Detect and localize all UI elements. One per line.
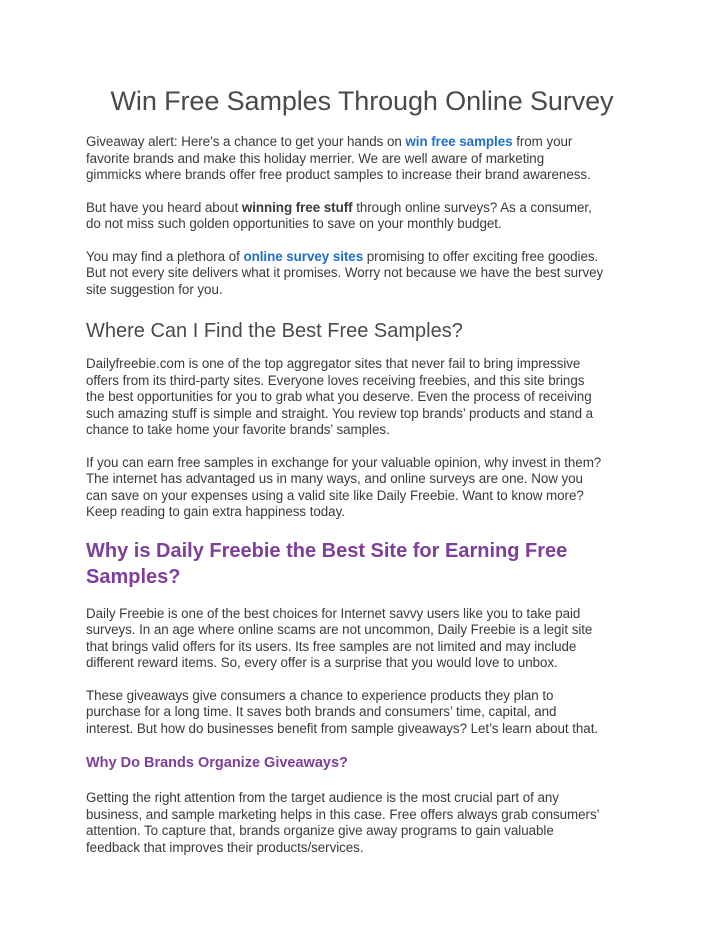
section3-p1-line: Getting the right attention from the target audience is the most crucial part of any <box>86 790 559 805</box>
intro-paragraph-1 <box>86 134 638 184</box>
section2-p2-line: interest. But how do businesses benefit from sample giveaways? Let’s learn about that. <box>86 720 599 736</box>
intro-p2-line2: do not miss such golden opportunities to save on your monthly budget. <box>86 216 502 231</box>
intro-paragraph-2 <box>86 200 638 233</box>
section2-paragraph-2 <box>86 688 638 738</box>
section3-p1-line: feedback that improves their products/services. <box>86 839 364 855</box>
section3-paragraph-1 <box>86 790 638 856</box>
section1-p1-line: chance to take home your favorite brands’ samples. <box>86 422 390 437</box>
section1-paragraph-2 <box>86 455 638 521</box>
intro-p3-text: You may find a plethora of <box>86 248 244 264</box>
intro-p2-text-after: through online surveys? As a consumer, <box>352 199 592 215</box>
section2-p1-line: surveys. In an age where online scams are not uncommon, Daily Freebie is a legit site <box>86 622 593 637</box>
section1-paragraph-1 <box>86 356 638 439</box>
section-heading-why-daily-freebie <box>86 538 638 590</box>
intro-p2-text: But have you heard about <box>86 199 242 215</box>
section2-p1-line: different reward items. So, every offer is a surprise that you would love to unbox. <box>86 655 558 670</box>
section1-p1-line: such amazing stuff is simple and straight. You review top brands’ products and stand a <box>86 405 594 421</box>
intro-p3-line3: site suggestion for you. <box>86 281 223 297</box>
intro-p3-line2: But not every site delivers what it promises. Worry not because we have the best survey <box>86 265 604 280</box>
winning-free-stuff-bold: winning free stuff <box>241 199 353 215</box>
intro-p1-line3: gimmicks where brands offer free product samples to increase their brand awareness. <box>86 167 591 182</box>
intro-p1-text-after: from your <box>512 134 573 149</box>
section3-p1-line: attention. To capture that, brands organize give away programs to gain valuable <box>86 823 554 838</box>
win-free-samples-link[interactable]: win free samples <box>405 134 513 149</box>
document-page <box>86 84 638 856</box>
section1-p2-line: If you can earn free samples in exchange for your valuable opinion, why invest in them? <box>86 454 602 470</box>
section1-p2-line: Keep reading to gain extra happiness today. <box>86 504 345 519</box>
section1-p1-line: offers from its third-party sites. Everyone loves receiving freebies, and this site brings <box>86 372 585 388</box>
section2-p1-line: that brings valid offers for its users. Its free samples are not limited and may include <box>86 638 577 654</box>
section2-heading-line1: Why is Daily Freebie the Best Site for Earning Free <box>86 539 568 562</box>
section-heading-why-brands-giveaways: Why Do Brands Organize Giveaways? <box>86 755 348 771</box>
section3-p1-line: business, and sample marketing helps in this case. Free offers always grab consumers’ <box>86 806 600 822</box>
section2-heading-line2: Samples? <box>86 565 181 588</box>
page-title: Win Free Samples Through Online Survey <box>110 86 614 116</box>
section2-p2-line: purchase for a long time. It saves both brands and consumers’ time, capital, and <box>86 704 557 719</box>
section2-paragraph-1 <box>86 606 638 672</box>
section2-p2-line: These giveaways give consumers a chance to experience products they plan to <box>86 687 554 703</box>
intro-paragraph-3 <box>86 249 638 299</box>
section1-p2-line: The internet has advantaged us in many ways, and online surveys are one. Now you <box>86 471 583 486</box>
section-heading-best-free-samples: Where Can I Find the Best Free Samples? <box>86 320 463 342</box>
intro-p1-line2: favorite brands and make this holiday merrier. We are well aware of marketing <box>86 150 545 166</box>
section1-p1-line: Dailyfreebie.com is one of the top aggregator sites that never fail to bring impressive <box>86 356 581 371</box>
section2-p1-line: Daily Freebie is one of the best choices for Internet savvy users like you to take paid <box>86 605 581 621</box>
online-survey-sites-link[interactable]: online survey sites <box>243 248 364 264</box>
section1-p1-line: the best opportunities for you to grab what you deserve. Even the process of receiving <box>86 389 592 404</box>
intro-p3-text-after: promising to offer exciting free goodies. <box>363 248 599 264</box>
intro-p1-text: Giveaway alert: Here’s a chance to get your hands on <box>86 134 406 149</box>
section1-p2-line: can save on your expenses using a valid site like Daily Freebie. Want to know more? <box>86 487 584 503</box>
